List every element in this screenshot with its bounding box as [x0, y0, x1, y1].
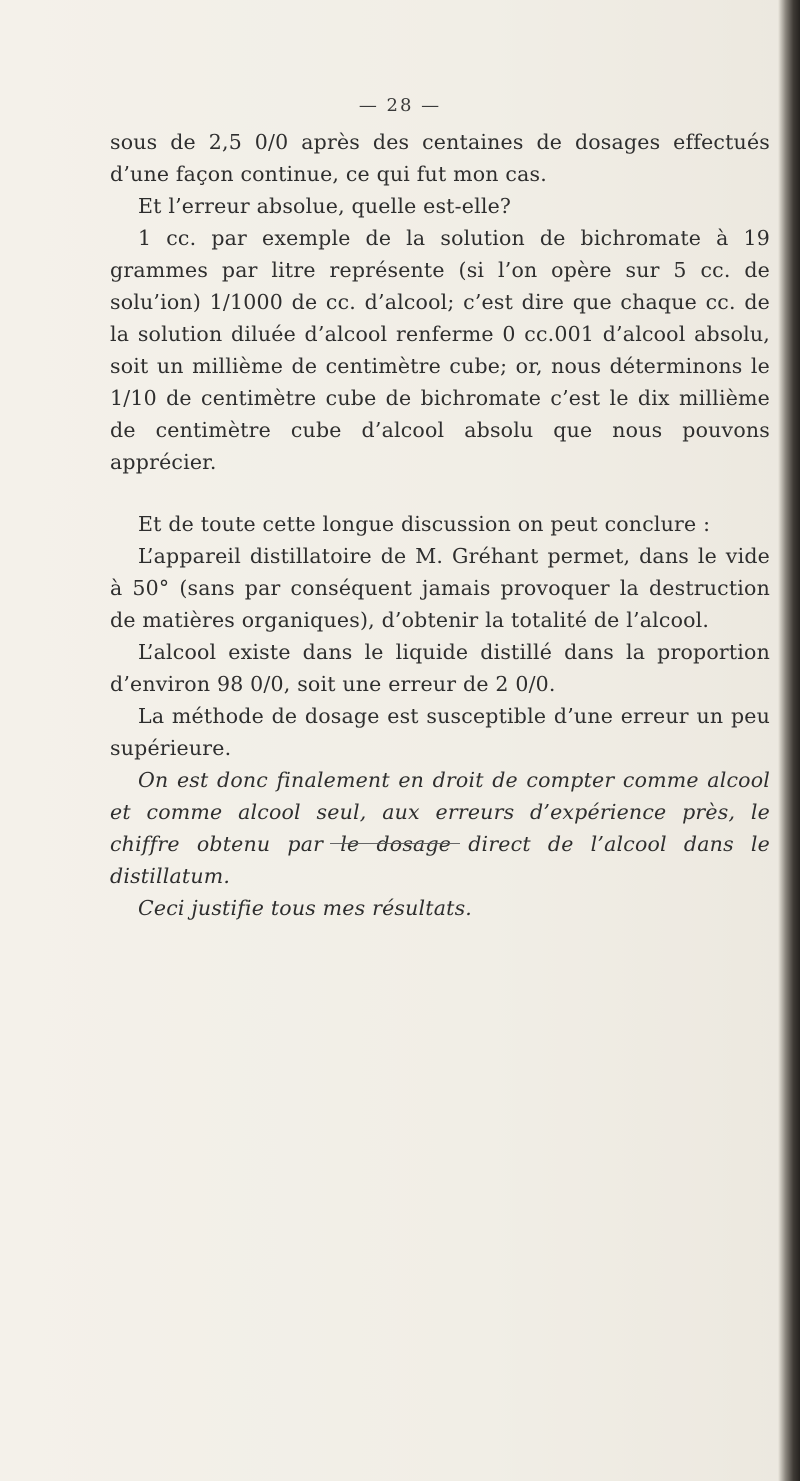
paragraph-method: La méthode de dosage est susceptible d’une erreur un peu supérieure. [110, 704, 770, 760]
paragraph-apparatus: L’appareil distillatoire de M. Gréhant permet, dans le vide à 50° (sans par conséquent jamais provoquer la destruction de matières organiques), d’obtenir la totalité de l’alcool. [110, 544, 770, 632]
paragraph-justification: Ceci justifie tous mes résultats. [138, 896, 473, 920]
book-edge-shadow [778, 0, 800, 1481]
paragraph-gap [110, 478, 770, 508]
body-text [110, 126, 770, 924]
paragraph-question: Et l’erreur absolue, quelle est-elle? [138, 194, 512, 218]
paragraph-proportion: L’alcool existe dans le liquide distillé dans la proportion d’environ 98 0/0, soit une erreur de 2 0/0. [110, 640, 770, 696]
paragraph-conclusion-intro: Et de toute cette longue discussion on peut conclure : [138, 512, 711, 536]
paragraph-final-italic: On est donc finalement en droit de compter comme alcool et comme alcool seul, aux erreurs d’expérience près, le chiffre obtenu par le dosage direct de l’alcool dans le distillatum. [110, 768, 770, 888]
section-rule [330, 843, 460, 844]
paragraph-continuation: sous de 2,5 0/0 après des centaines de dosages effectués d’une façon continue, ce qui fut mon cas. [110, 130, 770, 186]
page-number: — 28 — [358, 95, 442, 116]
paragraph-example: 1 cc. par exemple de la solution de bichromate à 19 grammes par litre représente (si l’on opère sur 5 cc. de solu’ion) 1/1000 de cc. d’alcool; c’est dire que chaque cc. de la solution diluée d’alcool renferme 0 cc.001 d’alcool absolu, soit un millième de centimètre cube; or, nous déterminons le 1/10 de centimètre cube de bichromate c’est le dix millième de centimètre cube d’alcool absolu que nous pouvons apprécier. [110, 226, 770, 474]
